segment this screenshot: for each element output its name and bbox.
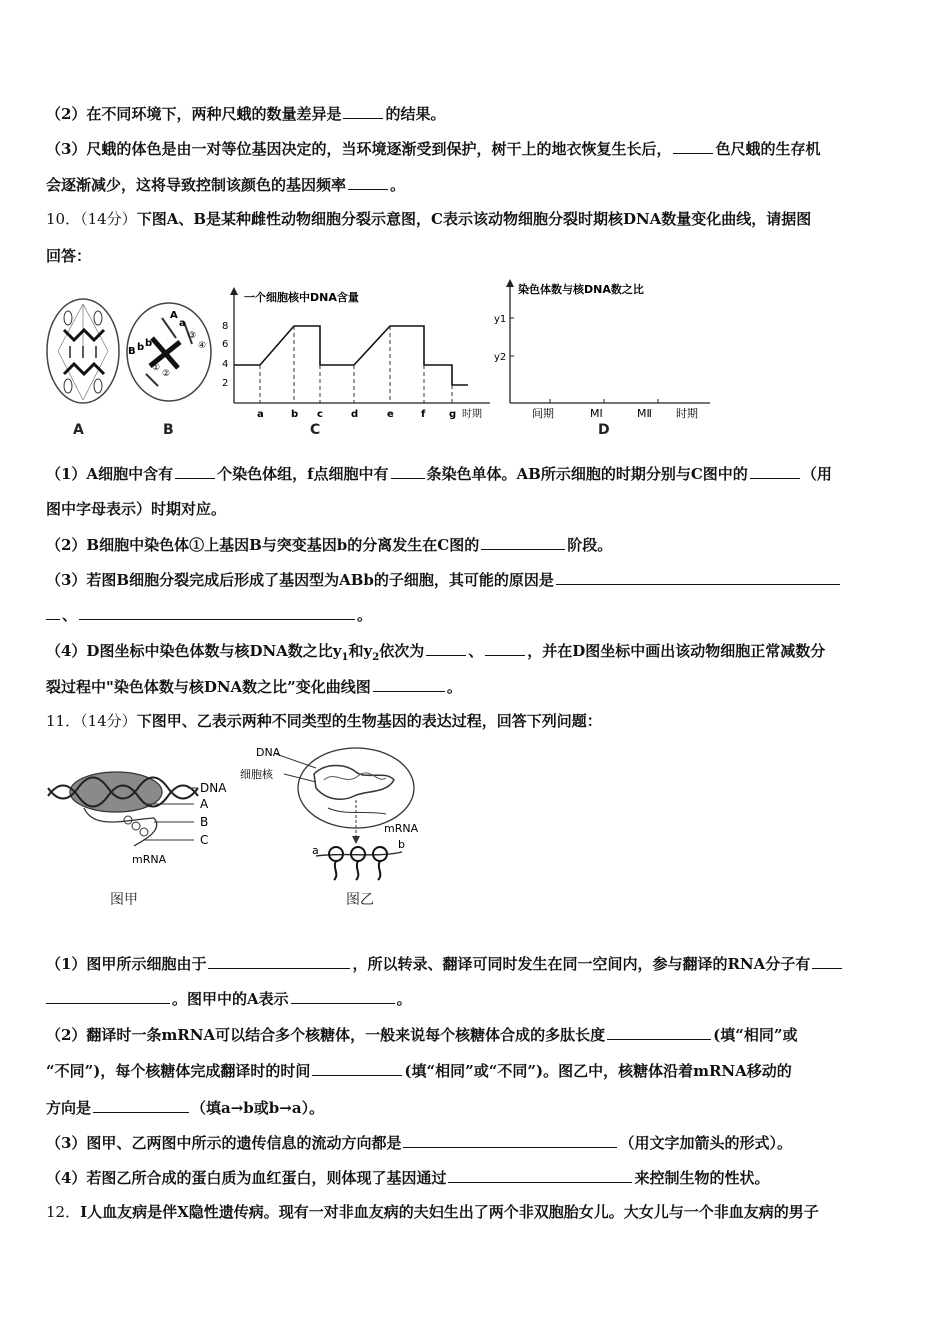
q11-part2-line1: （2）翻译时一条mRNA可以结合多个核糖体，一般来说每个核糖体合成的多肽长度 (填“相同”或 <box>46 1026 798 1044</box>
q10-part2: （2）B细胞中染色体①上基因B与突变基因b的分离发生在C图的 阶段。 <box>46 536 613 554</box>
figure-label-c: C <box>310 422 321 438</box>
cell-diagram-b <box>124 300 214 404</box>
q9-part3-line1: （3）尺蛾的体色是由一对等位基因决定的，当环境逐渐受到保护，树干上的地衣恢复生长后， 色尺蛾的生存机 <box>46 140 821 158</box>
answer-blank[interactable] <box>373 676 445 692</box>
x-tick-label: f <box>421 409 426 420</box>
answer-blank[interactable] <box>79 604 355 620</box>
figure-label-b: B <box>163 422 174 438</box>
diagram-label: a <box>312 844 319 857</box>
gene-label: a <box>179 318 186 329</box>
answer-blank[interactable] <box>448 1167 632 1183</box>
answer-blank[interactable] <box>343 103 383 119</box>
dna-content-graph-c <box>220 285 500 425</box>
q10-part1-line2: 图中字母表示）时期对应。 <box>46 500 227 518</box>
diagram-label: C <box>200 833 209 847</box>
diagram-label: mRNA <box>384 822 419 835</box>
y-tick-label: y2 <box>494 352 507 363</box>
cell-diagram-a <box>44 296 122 408</box>
q12-intro: 12．I人血友病是伴X隐性遗传病。现有一对非血友病的夫妇生出了两个非双胞胎女儿。大女儿与一个非血友病的男子 <box>46 1203 819 1221</box>
answer-blank[interactable] <box>46 988 170 1004</box>
chromosome-label: ③ <box>188 331 197 341</box>
expression-diagram-jia <box>44 760 244 870</box>
answer-blank[interactable] <box>312 1060 402 1076</box>
diagram-label: DNA <box>256 746 281 759</box>
question-number: 12． <box>46 1203 81 1221</box>
answer-blank[interactable] <box>556 569 840 585</box>
answer-blank[interactable] <box>208 953 350 969</box>
answer-blank[interactable] <box>812 953 842 969</box>
diagram-label: A <box>200 797 209 811</box>
q9-part3-line2: 会逐渐减少，这将导致控制该颜色的基因频率 。 <box>46 176 406 194</box>
q10-intro-line1: 10．（14分）下图A、B是某种雌性动物细胞分裂示意图，C表示该动物细胞分裂时期核DNA数量变化曲线，请据图 <box>46 210 812 228</box>
gene-label: B <box>128 346 136 357</box>
gene-label: A <box>170 310 178 321</box>
answer-blank[interactable] <box>348 174 388 190</box>
q11-part1-line1: （1）图甲所示细胞由于 ，所以转录、翻译可同时发生在同一空间内，参与翻译的RNA分子有 <box>46 953 844 974</box>
x-tick-label: MⅡ <box>637 407 652 420</box>
answer-blank[interactable] <box>403 1132 617 1148</box>
figure-label-d: D <box>598 422 610 438</box>
diagram-label: b <box>398 838 405 851</box>
answer-blank[interactable] <box>426 640 466 656</box>
x-tick-label: g <box>449 409 457 420</box>
q11-part4: （4）若图乙所合成的蛋白质为血红蛋白，则体现了基因通过 来控制生物的性状。 <box>46 1169 770 1187</box>
q11-part2-line2: “不同”)，每个核糖体完成翻译时的时间 (填“相同”或“不同”)。图乙中，核糖体沿着mRNA移动的 <box>46 1062 792 1080</box>
answer-blank[interactable] <box>485 640 525 656</box>
q10-part4-line2: 裂过程中"染色体数与核DNA数之比”变化曲线图 。 <box>46 678 462 696</box>
q10-part3-line2: 、 。 <box>46 604 372 625</box>
q11-part3: （3）图甲、乙两图中所示的遗传信息的流动方向都是 （用文字加箭头的形式）。 <box>46 1134 792 1152</box>
x-tick-label: e <box>387 409 394 420</box>
q10-part1-line1: （1）A细胞中含有 个染色体组，f点细胞中有 条染色单体。AB所示细胞的时期分别与C图中的 （用 <box>46 465 832 483</box>
answer-blank[interactable] <box>46 604 60 620</box>
diagram-label: DNA <box>200 781 227 795</box>
y-tick-label: 4 <box>222 359 229 370</box>
q10-part3-line1: （3）若图B细胞分裂完成后形成了基因型为ABb的子细胞，其可能的原因是 <box>46 569 842 590</box>
answer-blank[interactable] <box>291 988 395 1004</box>
x-tick-label: b <box>291 409 299 420</box>
x-tick-label: a <box>257 409 264 420</box>
graph-d-title: 染色体数与核DNA数之比 <box>518 283 644 296</box>
y-tick-label: y1 <box>494 314 507 325</box>
answer-blank[interactable] <box>93 1097 189 1113</box>
question-number: 10．（14分） <box>46 210 137 228</box>
gene-label: b <box>145 338 153 349</box>
q11-intro: 11．（14分）下图甲、乙表示两种不同类型的生物基因的表达过程，回答下列问题： <box>46 712 602 730</box>
diagram-label: B <box>200 815 209 829</box>
y-tick-label: 2 <box>222 378 229 389</box>
chromosome-label: ② <box>162 369 171 379</box>
x-axis-label: 时期 <box>462 409 482 420</box>
answer-blank[interactable] <box>481 534 565 550</box>
ratio-graph-d <box>492 275 718 425</box>
y-tick-label: 8 <box>222 321 229 332</box>
figure-caption-yi: 图乙 <box>346 892 374 908</box>
x-tick-label: d <box>351 409 359 420</box>
gene-label: b <box>137 342 145 353</box>
answer-blank[interactable] <box>750 463 800 479</box>
diagram-label: mRNA <box>132 853 167 866</box>
figure-label-a: A <box>73 422 84 438</box>
expression-diagram-yi <box>236 744 426 890</box>
answer-blank[interactable] <box>673 138 713 154</box>
answer-blank[interactable] <box>175 463 215 479</box>
question-number: 11．（14分） <box>46 712 137 730</box>
q11-part2-line3: 方向是 （填a→b或b→a）。 <box>46 1099 325 1117</box>
diagram-label: 细胞核 <box>240 768 273 781</box>
q9-part2: （2）在不同环境下，两种尺蛾的数量差异是 的结果。 <box>46 105 446 123</box>
q11-part1-line2: 。图甲中的A表示 。 <box>46 988 412 1009</box>
chromosome-label: ① <box>152 363 161 373</box>
x-axis-label: 时期 <box>676 407 698 420</box>
x-tick-label: MⅠ <box>590 407 603 420</box>
answer-blank[interactable] <box>391 463 425 479</box>
x-tick-label: 间期 <box>532 407 554 420</box>
q10-part4-line1: （4）D图坐标中染色体数与核DNA数之比$y_1$和$y_2$依次为 、 ，并在D图坐标中画出该动物细胞正常减数分 <box>46 642 826 663</box>
x-tick-label: c <box>317 409 323 420</box>
answer-blank[interactable] <box>607 1024 711 1040</box>
chromosome-label: ④ <box>198 341 207 351</box>
figure-caption-jia: 图甲 <box>110 892 138 908</box>
y-tick-label: 6 <box>222 339 229 350</box>
q10-intro-line2: 回答： <box>46 247 92 265</box>
graph-c-title: 一个细胞核中DNA含量 <box>244 291 359 304</box>
